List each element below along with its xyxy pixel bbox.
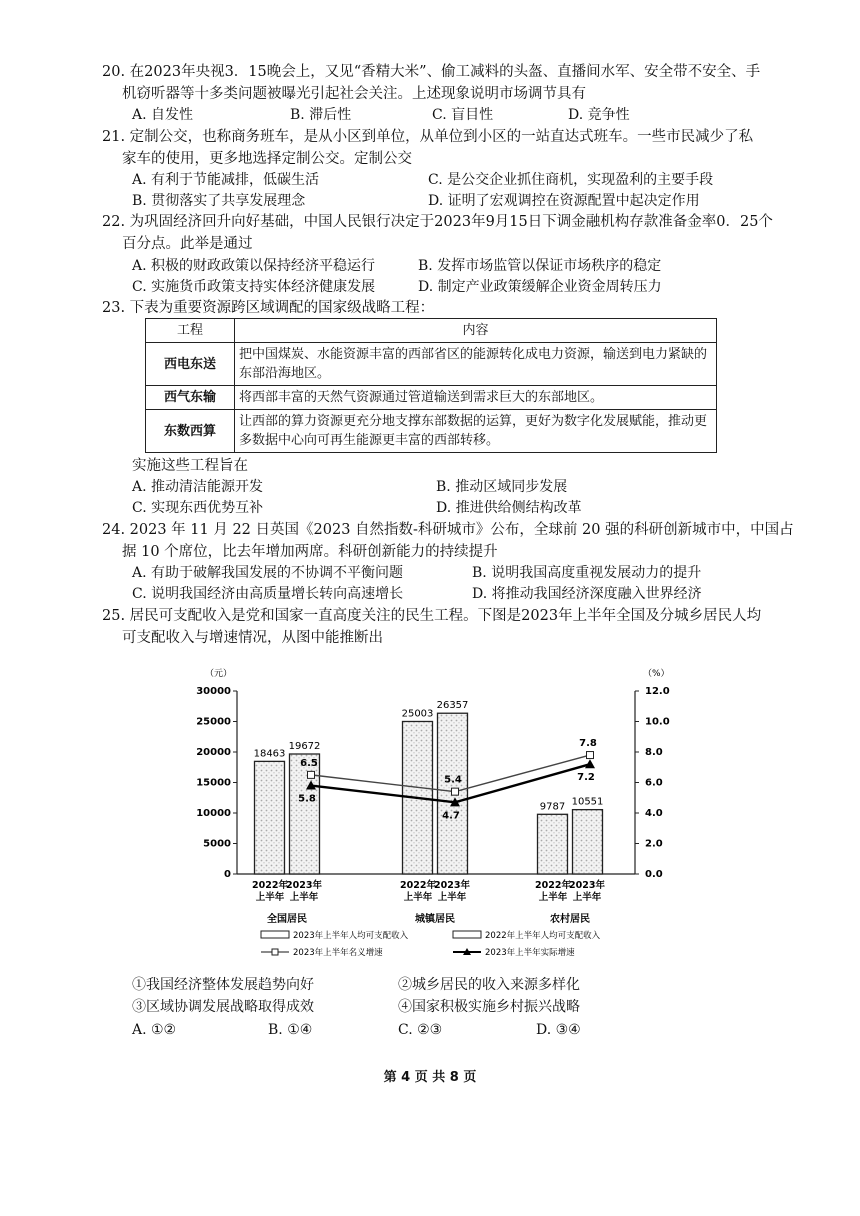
q22-option-a: A. 积极的财政政策以保持经济平稳运行 bbox=[132, 258, 376, 274]
left-tick-label: 30000 bbox=[196, 686, 231, 697]
table-cell-name: 西电东送 bbox=[146, 343, 235, 386]
left-tick-label: 20000 bbox=[196, 747, 231, 758]
table-row bbox=[146, 386, 717, 410]
real-growth-point bbox=[585, 759, 595, 768]
table-row bbox=[146, 410, 717, 453]
q25-stem-line1: 25. 居民可支配收入是党和国家一直高度关注的民生工程。下图是2023年上半年全国及分城乡居民人均 bbox=[102, 608, 762, 624]
q20-option-d: D. 竞争性 bbox=[568, 107, 630, 123]
income-chart-svg bbox=[165, 664, 685, 964]
q22-option-c: C. 实施货币政策支持实体经济健康发展 bbox=[132, 279, 376, 295]
q22-stem-line2: 百分点。此举是通过 bbox=[122, 236, 253, 252]
q24-stem-line1: 24. 2023 年 11 月 22 日英国《2023 自然指数-科研城市》公布，全球前 20 强的科研创新城市中，中国占 bbox=[102, 522, 794, 538]
line-value-label: 4.7 bbox=[442, 810, 460, 822]
table-cell-content: 让西部的算力资源更充分地支撑东部数据的运算，更好为数字化发展赋能，推动更多数据中心向可再生能源更丰富的西部转移。 bbox=[235, 410, 717, 453]
bar-2022 bbox=[255, 761, 285, 874]
q23-option-a: A. 推动清洁能源开发 bbox=[132, 479, 264, 495]
q25-statement-3: ③区域协调发展战略取得成效 bbox=[132, 999, 314, 1015]
right-axis-unit: （%） bbox=[643, 669, 670, 679]
left-tick-label: 5000 bbox=[203, 838, 231, 850]
table-cell-content: 将西部丰富的天然气资源通过管道输送到需求巨大的东部地区。 bbox=[235, 386, 717, 410]
legend-label: 2023年上半年实际增速 bbox=[485, 948, 575, 958]
q20-stem-line2: 机窃听器等十多类问题被曝光引起社会关注。上述现象说明市场调节具有 bbox=[122, 86, 586, 102]
bar-year-label: 2023年 bbox=[286, 880, 322, 891]
q24-option-d: D. 将推动我国经济深度融入世界经济 bbox=[472, 586, 702, 602]
q23-option-d: D. 推进供给侧结构改革 bbox=[436, 500, 582, 516]
nominal-growth-point bbox=[452, 788, 459, 795]
legend-swatch-nominal-marker bbox=[272, 949, 278, 955]
group-label: 农村居民 bbox=[550, 914, 590, 925]
line-value-label: 7.8 bbox=[579, 738, 597, 750]
bar-year-label: 2022年 bbox=[535, 880, 571, 891]
q23-stem2: 实施这些工程旨在 bbox=[132, 458, 248, 474]
line-value-label: 5.8 bbox=[298, 793, 316, 805]
left-tick-label: 15000 bbox=[196, 777, 231, 789]
right-tick-label: 4.0 bbox=[645, 808, 663, 819]
nominal-growth-point bbox=[587, 752, 594, 759]
q20-option-a: A. 自发性 bbox=[132, 107, 194, 123]
right-tick-label: 12.0 bbox=[645, 686, 670, 697]
group-label: 全国居民 bbox=[267, 914, 307, 925]
bar-year-label: 上半年 bbox=[403, 892, 433, 903]
right-tick-label: 10.0 bbox=[645, 716, 670, 728]
left-tick-label: 10000 bbox=[196, 808, 231, 819]
q24-option-c: C. 说明我国经济由高质量增长转向高速增长 bbox=[132, 586, 404, 602]
legend-label: 2023年上半年名义增速 bbox=[293, 948, 383, 958]
q25-option-b: B. ①④ bbox=[268, 1022, 313, 1038]
group-label: 城镇居民 bbox=[415, 914, 455, 925]
table-header-content: 内容 bbox=[235, 319, 717, 343]
table-header-project: 工程 bbox=[146, 319, 235, 343]
left-tick-label: 25000 bbox=[196, 716, 231, 728]
bar-year-label: 2023年 bbox=[434, 880, 470, 891]
q25-statement-4: ④国家积极实施乡村振兴战略 bbox=[398, 999, 580, 1015]
q20-option-b: B. 滞后性 bbox=[290, 107, 352, 123]
table-cell-name: 东数西算 bbox=[146, 410, 235, 453]
q23-stem: 23. 下表为重要资源跨区域调配的国家级战略工程： bbox=[102, 300, 435, 316]
q25-statement-1: ①我国经济整体发展趋势向好 bbox=[132, 977, 314, 993]
bar-value-label: 25003 bbox=[401, 708, 434, 720]
legend-label: 2023年上半年人均可支配收入 bbox=[293, 931, 409, 941]
q21-stem-line1: 21. 定制公交，也称商务班车，是从小区到单位，从单位到小区的一站直达式班车。一些市民减少了私 bbox=[102, 129, 754, 145]
table-cell-name: 西气东输 bbox=[146, 386, 235, 410]
legend-label: 2022年上半年人均可支配收入 bbox=[485, 931, 601, 941]
q21-option-c: C. 是公交企业抓住商机，实现盈利的主要手段 bbox=[428, 172, 714, 188]
bar-value-label: 9787 bbox=[539, 801, 566, 813]
q25-option-d: D. ③④ bbox=[536, 1022, 581, 1038]
bar-year-label: 上半年 bbox=[289, 892, 319, 903]
bar-year-label: 上半年 bbox=[437, 892, 467, 903]
bar-year-label: 2022年 bbox=[252, 880, 288, 891]
right-tick-label: 6.0 bbox=[645, 777, 663, 789]
bar-year-label: 2023年 bbox=[569, 880, 605, 891]
line-value-label: 6.5 bbox=[300, 757, 318, 769]
bar-year-label: 上半年 bbox=[538, 892, 568, 903]
q24-option-a: A. 有助于破解我国发展的不协调不平衡问题 bbox=[132, 565, 404, 581]
bar-year-label: 2022年 bbox=[400, 880, 436, 891]
q25-option-c: C. ②③ bbox=[398, 1022, 443, 1038]
table-header-row bbox=[146, 319, 717, 343]
legend-swatch-2022 bbox=[453, 931, 481, 938]
income-chart bbox=[165, 664, 685, 964]
bar-value-label: 26357 bbox=[436, 700, 469, 712]
q22-option-d: D. 制定产业政策缓解企业资金周转压力 bbox=[418, 279, 662, 295]
q20-option-c: C. 盲目性 bbox=[432, 107, 494, 123]
table-cell-content: 把中国煤炭、水能资源丰富的西部省区的能源转化成电力资源，输送到电力紧缺的东部沿海地区。 bbox=[235, 343, 717, 386]
q22-option-b: B. 发挥市场监管以保证市场秩序的稳定 bbox=[418, 258, 662, 274]
q22-stem-line1: 22. 为巩固经济回升向好基础，中国人民银行决定于2023年9月15日下调金融机构存款准备金率0．25个 bbox=[102, 214, 773, 230]
table-row bbox=[146, 343, 717, 386]
q21-option-b: B. 贯彻落实了共享发展理念 bbox=[132, 193, 306, 209]
line-value-label: 5.4 bbox=[444, 774, 462, 786]
bar-2023 bbox=[573, 810, 603, 874]
bar-value-label: 10551 bbox=[571, 796, 604, 808]
bar-year-label: 上半年 bbox=[255, 892, 285, 903]
q23-table bbox=[145, 318, 717, 453]
q24-option-b: B. 说明我国高度重视发展动力的提升 bbox=[472, 565, 702, 581]
line-value-label: 7.2 bbox=[577, 772, 595, 784]
right-tick-label: 0.0 bbox=[645, 869, 663, 880]
q21-stem-line2: 家车的使用，更多地选择定制公交。定制公交 bbox=[122, 151, 412, 167]
bar-2022 bbox=[538, 814, 568, 874]
left-axis-unit: （元） bbox=[205, 669, 233, 679]
q25-stem-line2: 可支配收入与增速情况，从图中能推断出 bbox=[122, 630, 383, 646]
q21-option-a: A. 有利于节能减排，低碳生活 bbox=[132, 172, 320, 188]
bar-value-label: 19672 bbox=[288, 741, 321, 753]
q24-stem-line2: 据 10 个席位，比去年增加两席。科研创新能力的持续提升 bbox=[122, 544, 498, 560]
bar-year-label: 上半年 bbox=[572, 892, 602, 903]
nominal-growth-point bbox=[308, 771, 315, 778]
q23-option-c: C. 实现东西优势互补 bbox=[132, 500, 264, 516]
q21-option-d: D. 证明了宏观调控在资源配置中起决定作用 bbox=[428, 193, 700, 209]
q25-statement-2: ②城乡居民的收入来源多样化 bbox=[398, 977, 580, 993]
q23-option-b: B. 推动区域同步发展 bbox=[436, 479, 568, 495]
right-tick-label: 2.0 bbox=[645, 838, 663, 850]
page-footer: 第 4 页 共 8 页 bbox=[383, 1070, 477, 1085]
right-tick-label: 8.0 bbox=[645, 747, 663, 758]
q25-option-a: A. ①② bbox=[132, 1022, 177, 1038]
legend-swatch-2023 bbox=[261, 931, 289, 938]
left-tick-label: 0 bbox=[224, 869, 231, 880]
bar-value-label: 18463 bbox=[253, 748, 286, 760]
q20-stem-line1: 20. 在2023年央视3．15晚会上，又见“香精大米”、偷工减料的头盔、直播间水军、安全带不安全、手 bbox=[102, 64, 761, 80]
